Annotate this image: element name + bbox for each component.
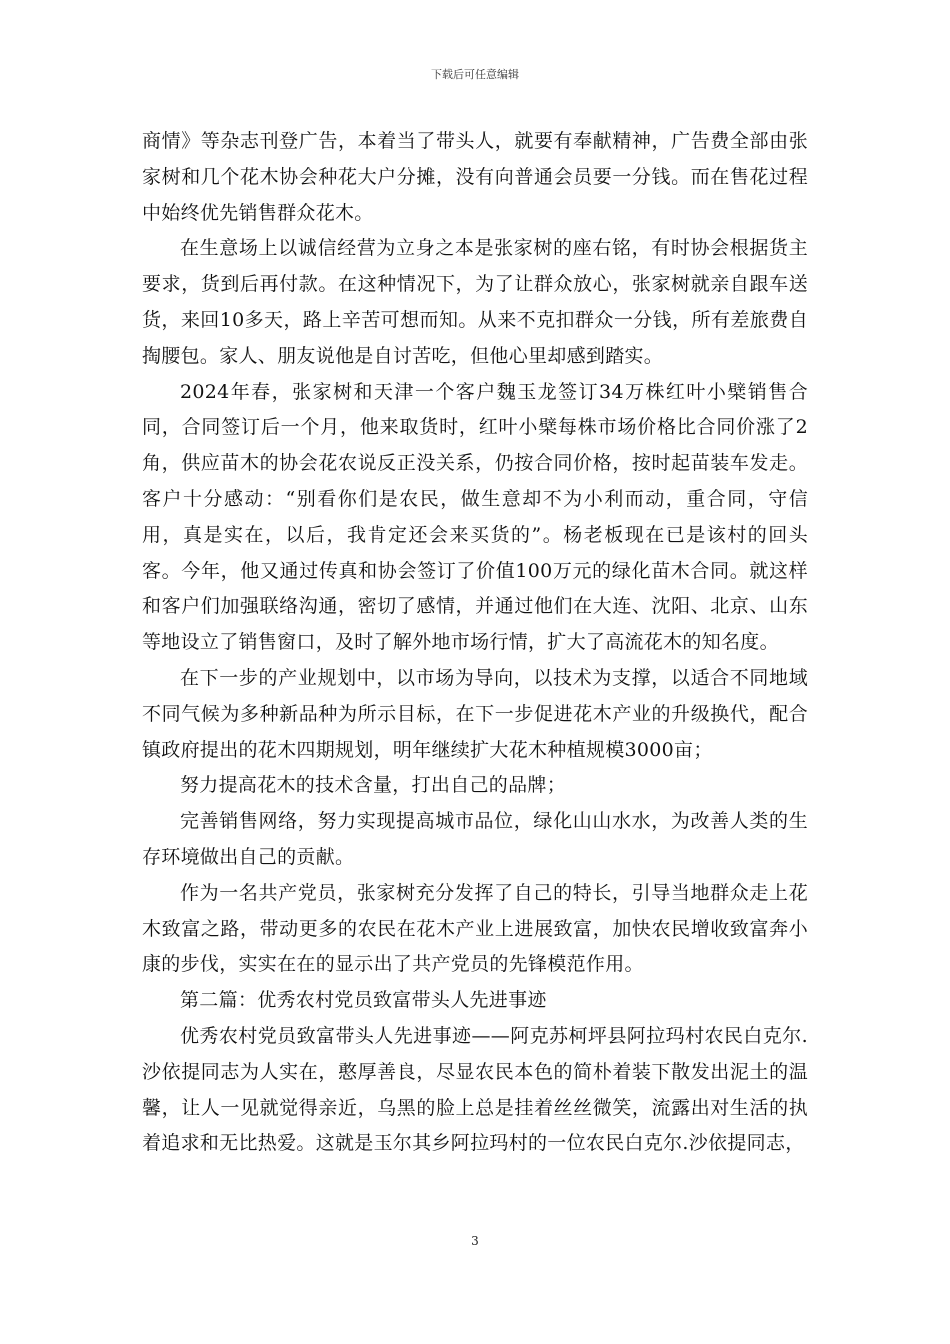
paragraph-continued: 商情》等杂志刊登广告，本着当了带头人，就要有奉献精神，广告费全部由张家树和几个花木协会种花大户分摊，没有向普通会员要一分钱。而在售花过程中始终优先销售群众花木。 (142, 130, 808, 224)
page-header: 下载后可任意编辑 (431, 68, 519, 81)
paragraph: 在下一步的产业规划中，以市场为导向，以技术为支撑，以适合不同地域不同气候为多种新品种为所示目标，在下一步促进花木产业的升级换代，配合镇政府提出的花木四期规划，明年继续扩大花木种植规模3000亩； (142, 666, 808, 761)
paragraph: 在生意场上以诚信经营为立身之本是张家树的座右铭，有时协会根据货主要求，货到后再付款。在这种情况下，为了让群众放心，张家树就亲自跟车送货，来回10多天，路上辛苦可想而知。从来不克扣群众一分钱，所有差旅费自掏腰包。家人、朋友说他是自讨苦吃，但他心里却感到踏实。 (142, 237, 808, 367)
paragraph: 完善销售网络，努力实现提高城市品位，绿化山山水水，为改善人类的生存环境做出自己的贡献。 (142, 810, 808, 868)
section-heading: 第二篇：优秀农村党员致富带头人先进事迹 (180, 989, 547, 1012)
document-body (142, 124, 808, 1162)
page-number: 3 (471, 1234, 479, 1248)
paragraph: 优秀农村党员致富带头人先进事迹——阿克苏柯坪县阿拉玛村农民白克尔.沙依提同志为人实在，憨厚善良，尽显农民本色的简朴着装下散发出泥土的温馨，让人一见就觉得亲近，乌黑的脸上总是挂着丝丝微笑，流露出对生活的执着追求和无比热爱。这就是玉尔其乡阿拉玛村的一位农民白克尔.沙依提同志， (142, 1024, 808, 1155)
paragraph: 作为一名共产党员，张家树充分发挥了自己的特长，引导当地群众走上花木致富之路，带动更多的农民在花木产业上进展致富，加快农民增收致富奔小康的步伐，实实在在的显示出了共产党员的先锋模范作用。 (142, 881, 808, 976)
paragraph: 努力提高花木的技术含量，打出自己的品牌； (180, 774, 567, 797)
paragraph: 2024年春，张家树和天津一个客户魏玉龙签订34万株红叶小檗销售合同，合同签订后一个月，他来取货时，红叶小檗每株市场价格比合同价涨了2角，供应苗木的协会花农说反正没关系，仍按合同价格，按时起苗装车发走。客户十分感动：“别看你们是农民，做生意却不为小利而动，重合同，守信用，真是实在，以后，我肯定还会来买货的”。杨老板现在已是该村的回头客。今年，他又通过传真和协会签订了价值100万元的绿化苗木合同。就这样和客户们加强联络沟通，密切了感情，并通过他们在大连、沈阳、北京、山东等地设立了销售窗口，及时了解外地市场行情，扩大了高流花木的知名度。 (142, 380, 808, 654)
